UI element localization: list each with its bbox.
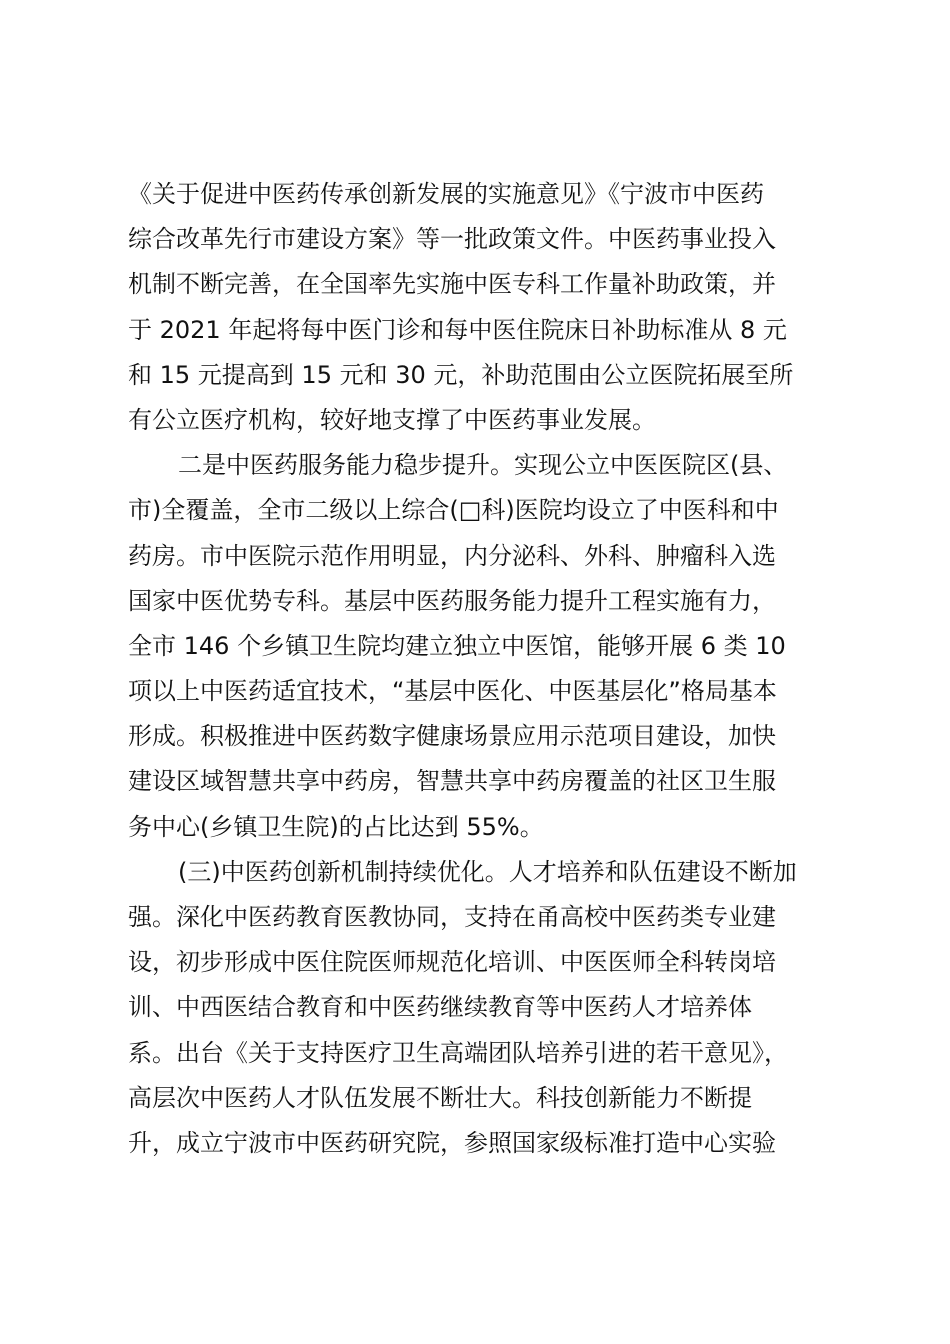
paragraph-first-line: (三)中医药创新机制持续优化。人才培养和队伍建设不断加 — [178, 857, 797, 886]
text-line: 综合改革先行市建设方案》等一批政策文件。中医药事业投入 — [128, 225, 776, 254]
text-line: 国家中医优势专科。基层中医药服务能力提升工程实施有力， — [128, 586, 776, 615]
text-line: 机制不断完善，在全国率先实施中医专科工作量补助政策，并 — [128, 270, 776, 299]
text-line: 于 2021 年起将每中医门诊和每中医住院床日补助标准从 8 元 — [128, 315, 787, 344]
text-line: 全市 146 个乡镇卫生院均建立独立中医馆，能够开展 6 类 10 — [128, 631, 786, 660]
text-line: 高层次中医药人才队伍发展不断壮大。科技创新能力不断提 — [128, 1083, 752, 1112]
document-body — [128, 172, 828, 1166]
text-line: 设，初步形成中医住院医师规范化培训、中医医师全科转岗培 — [128, 948, 776, 977]
text-line: 市)全覆盖，全市二级以上综合(□科)医院均设立了中医科和中 — [128, 496, 779, 525]
text-line: 形成。积极推进中医药数字健康场景应用示范项目建设，加快 — [128, 722, 776, 751]
text-line: 项以上中医药适宜技术，“基层中医化、中医基层化”格局基本 — [128, 677, 777, 706]
text-line: 务中心(乡镇卫生院)的占比达到 55%。 — [128, 812, 544, 841]
text-line: 系。出台《关于支持医疗卫生高端团队培养引进的若干意见》， — [128, 1038, 788, 1067]
text-line: 《关于促进中医药传承创新发展的实施意见》《宁波市中医药 — [128, 180, 764, 208]
text-line: 有公立医疗机构，较好地支撑了中医药事业发展。 — [128, 405, 656, 434]
text-line: 强。深化中医药教育医教协同，支持在甬高校中医药类专业建 — [128, 903, 776, 931]
text-line: 和 15 元提高到 15 元和 30 元，补助范围由公立医院拓展至所 — [128, 360, 794, 389]
text-line: 升，成立宁波市中医药研究院，参照国家级标准打造中心实验 — [128, 1128, 776, 1157]
paragraph-first-line: 二是中医药服务能力稳步提升。实现公立中医医院区(县、 — [178, 451, 788, 480]
text-line: 建设区域智慧共享中药房，智慧共享中药房覆盖的社区卫生服 — [128, 767, 776, 796]
text-line: 药房。市中医院示范作用明显，内分泌科、外科、肿瘤科入选 — [128, 541, 776, 570]
text-line: 训、中西医结合教育和中医药继续教育等中医药人才培养体 — [128, 993, 752, 1022]
